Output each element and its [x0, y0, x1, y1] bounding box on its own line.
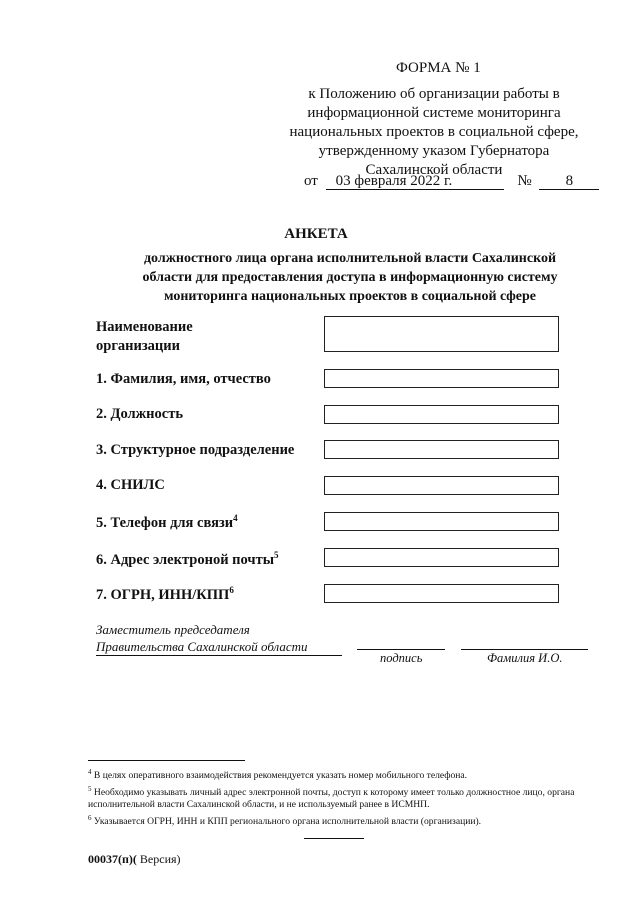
- signatory-position-line: Правительства Сахалинской области: [96, 638, 342, 656]
- date-prefix: от: [304, 173, 318, 189]
- version-code: [88, 852, 181, 867]
- field-label: [96, 318, 193, 356]
- footnote-ref: 6: [229, 585, 234, 595]
- email-field[interactable]: [324, 548, 559, 567]
- snils-field[interactable]: [324, 476, 559, 495]
- signatory-position-line: Заместитель председателя: [96, 622, 250, 637]
- signatory-position: [96, 621, 342, 656]
- document-subtitle: [95, 249, 605, 306]
- organization-name-field[interactable]: [324, 316, 559, 352]
- bottom-divider: [304, 838, 364, 839]
- number-label: №: [517, 173, 532, 189]
- form-number: ФОРМА № 1: [396, 60, 481, 76]
- field-label: 4. СНИЛС: [96, 477, 165, 493]
- ogrn-inn-kpp-field[interactable]: [324, 584, 559, 603]
- subtitle-line: должностного лица органа исполнительной власти Сахалинской: [143, 251, 557, 266]
- header-line: информационной системе мониторинга: [307, 105, 561, 121]
- footnote: [88, 783, 588, 812]
- field-label: 2. Должность: [96, 406, 184, 422]
- phone-field[interactable]: [324, 512, 559, 531]
- field-label: [96, 513, 238, 532]
- decree-number: 8: [539, 173, 599, 190]
- footnote-number: 5: [88, 784, 92, 793]
- name-caption: Фамилия И.О.: [487, 651, 563, 665]
- full-name-field[interactable]: [324, 369, 559, 388]
- signature-line: [357, 649, 445, 650]
- decree-date-line: [304, 173, 599, 190]
- field-label: [96, 585, 234, 604]
- field-label-text: 7. ОГРН, ИНН/КПП: [96, 586, 230, 603]
- field-label: 3. Структурное подразделение: [96, 442, 295, 458]
- field-label: [96, 550, 279, 569]
- field-label-text: 5. Телефон для связи: [96, 514, 234, 531]
- position-field[interactable]: [324, 405, 559, 424]
- version-label: Версия): [136, 852, 181, 866]
- version-code-text: 00037(п)(: [88, 852, 137, 866]
- document-title: АНКЕТА: [284, 226, 348, 242]
- footnote: [88, 812, 588, 829]
- field-label-text: 6. Адрес электроной почты: [96, 551, 275, 568]
- footnote: [88, 766, 588, 783]
- subtitle-line: области для предоставления доступа в информационную систему: [142, 270, 558, 285]
- decree-date: 03 февраля 2022 г.: [326, 173, 504, 190]
- header-line: утвержденному указом Губернатора: [318, 143, 550, 159]
- field-label: 1. Фамилия, имя, отчество: [96, 371, 271, 387]
- field-label-line: Наименование: [96, 319, 193, 335]
- header-line: к Положению об организации работы в: [308, 86, 560, 102]
- approval-header: [280, 85, 588, 180]
- footnote-ref: 4: [233, 513, 238, 523]
- footnote-divider: [88, 760, 245, 761]
- signature-caption: подпись: [380, 651, 423, 665]
- footnote-text: Указывается ОГРН, ИНН и КПП регионального органа исполнительной власти (организации).: [91, 816, 482, 828]
- footnote-text: В целях оперативного взаимодействия рекомендуется указать номер мобильного телефона.: [91, 770, 468, 782]
- subtitle-line: мониторинга национальных проектов в социальной сфере: [164, 289, 536, 304]
- footnotes: [88, 766, 588, 829]
- header-line: Сахалинской области: [365, 162, 503, 178]
- footnote-number: 4: [88, 768, 92, 776]
- footnote-ref: 5: [274, 550, 279, 560]
- footnote-text: Необходимо указывать личный адрес электронной почты, доступ к которому имеет только должностное лицо, органа исполнительной власти Сахалинской области, и не используемый ранее в ИСМНП.: [88, 786, 575, 811]
- footnote-number: 6: [88, 813, 92, 822]
- field-label-line: организации: [96, 338, 180, 354]
- name-line: [461, 649, 588, 650]
- department-field[interactable]: [324, 440, 559, 459]
- header-line: национальных проектов в социальной сфере,: [289, 124, 579, 140]
